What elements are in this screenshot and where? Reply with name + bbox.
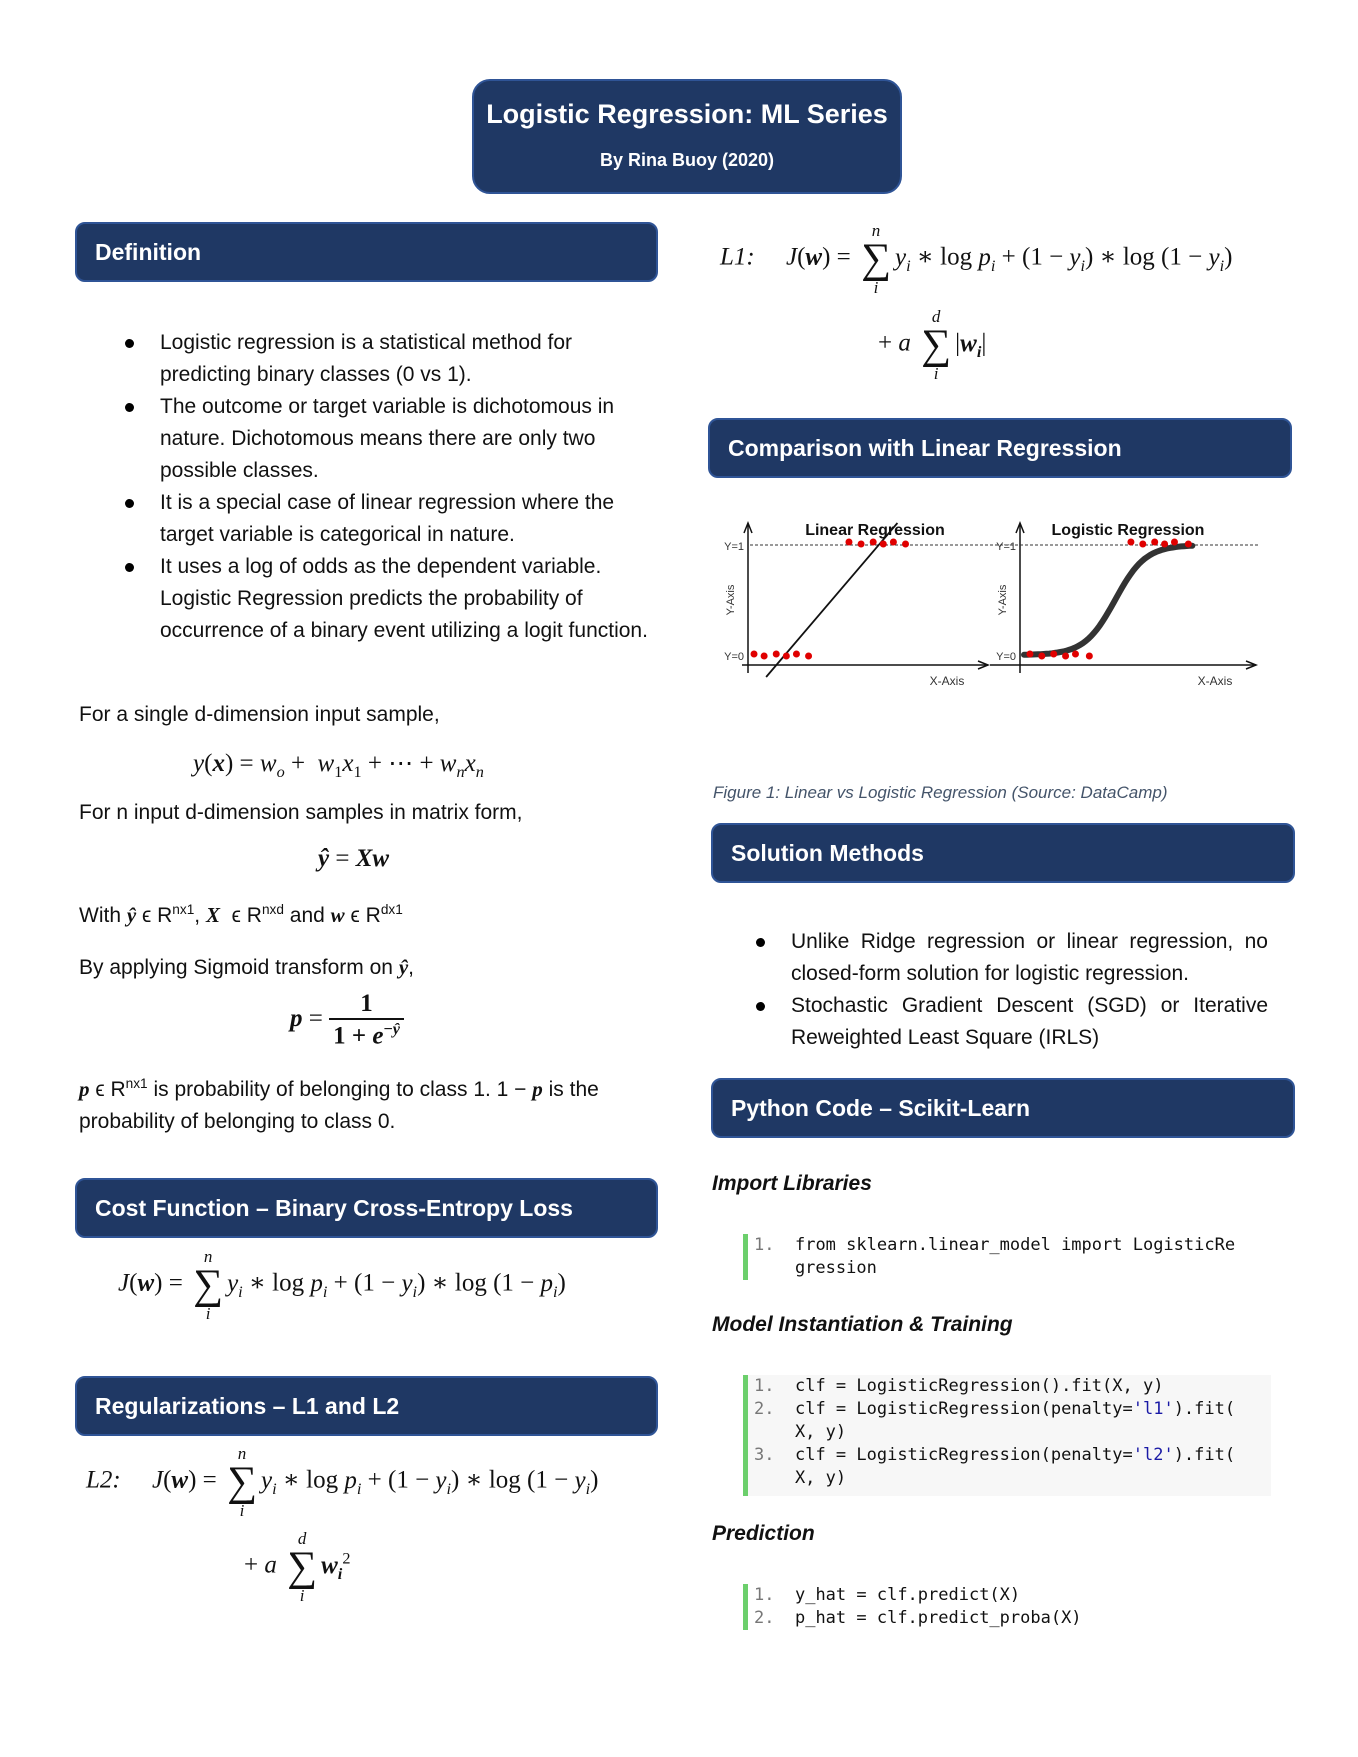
data-point-class-0: [1026, 651, 1033, 658]
list-item: It is a special case of linear regression where the target variable is categorical in nature.: [80, 487, 650, 551]
definition-list: [80, 327, 650, 647]
list-item: Stochastic Gradient Descent (SGD) or Iterative Reweighted Least Square (IRLS): [711, 990, 1268, 1054]
dimensions-text: With ŷ ϵ $R^{nx1}$, X ϵ $R^{nxd}$ and w ϵ $R^{dx1}$: [79, 902, 403, 927]
sigmoid-text: By applying Sigmoid transform on ŷ,: [79, 955, 415, 979]
y-tick-label: Y=0: [724, 651, 744, 663]
sup-dx1: dx1: [380, 902, 403, 917]
code-string: 'l1': [1132, 1399, 1174, 1419]
space-r: R: [157, 904, 173, 927]
prob-text-a: is probability of belonging to class 1. 1 −: [153, 1078, 527, 1101]
model-training-heading: Model Instantiation & Training: [712, 1313, 1013, 1336]
data-point-class-1: [1171, 539, 1178, 546]
author-line: By Rina Buoy (2020): [599, 150, 775, 170]
logistic-regression-chart: [990, 515, 1260, 755]
data-point-class-1: [845, 539, 852, 546]
list-item: The outcome or target variable is dichotomous in nature. Dichotomous means there are only two possible classes.: [80, 391, 650, 487]
section-title: Cost Function – Binary Cross-Entropy Loss: [95, 1194, 573, 1221]
data-point-class-1: [870, 539, 877, 546]
line-number: 1.: [754, 1235, 775, 1255]
x-axis-label: X-Axis: [1197, 674, 1233, 688]
data-point-class-0: [1072, 651, 1079, 658]
data-point-class-1: [858, 541, 865, 548]
data-point-class-0: [783, 653, 790, 660]
line-number: 2.: [754, 1399, 775, 1419]
matrix-equation: ŷ = Xw: [318, 845, 390, 872]
import-code-block: [743, 1234, 1263, 1280]
linear-regression-chart: [712, 515, 992, 755]
list-item: Logistic regression is a statistical method for predicting binary classes (0 vs 1).: [80, 327, 650, 391]
code-line: p_hat = clf.predict_proba(X): [794, 1608, 1082, 1628]
list-item: Unlike Ridge regression or linear regression, no closed-form solution for logistic regression.: [711, 926, 1268, 990]
section-header-cost-function: [75, 1178, 658, 1238]
section-header-comparison: [708, 418, 1292, 478]
code-line-cont: ).fit( X, y): [794, 1445, 1236, 1488]
data-point-class-1: [1161, 541, 1168, 548]
list-item: It uses a log of odds as the dependent variable. Logistic Regression predicts the probability of occurrence of a binary event utilizing a logit function.: [80, 551, 650, 647]
l1-penalty-term: + a d ∑ i $|w_i|$: [878, 307, 987, 383]
l1-equation: L1: J(w) = n ∑ i $y_i$ ∗ $\log p_i + (1 - y_i)$ ∗ $\log (1 - y_i)$: [720, 221, 1233, 297]
with-label: With: [79, 904, 121, 927]
data-point-class-0: [761, 653, 768, 660]
data-point-class-0: [1050, 651, 1057, 658]
line-number: 1.: [754, 1585, 775, 1605]
code-line: from sklearn.linear_model import LogisticRe gression: [794, 1235, 1236, 1278]
data-point-class-1: [902, 541, 909, 548]
data-point-class-1: [1139, 541, 1146, 548]
section-title: Python Code – Scikit-Learn: [731, 1094, 1031, 1121]
data-point-class-1: [1185, 541, 1192, 548]
data-point-class-0: [1038, 653, 1045, 660]
code-line: clf = LogisticRegression(penalty=: [794, 1399, 1133, 1419]
line-number: 2.: [754, 1608, 775, 1628]
data-point-class-0: [1086, 653, 1093, 660]
code-string: 'l2': [1132, 1445, 1174, 1465]
sigmoid-curve: [1024, 546, 1192, 655]
data-point-class-1: [1127, 539, 1134, 546]
section-header-regularizations: [75, 1376, 658, 1436]
sigmoid-equation: p = $\frac{1}{1 + e^{-ŷ}}$: [290, 990, 404, 1050]
y-tick-label: Y=1: [996, 541, 1016, 553]
single-sample-text: For a single d-dimension input sample,: [79, 703, 440, 726]
code-line-cont: ).fit( X, y): [794, 1399, 1236, 1442]
section-title: Solution Methods: [731, 839, 924, 866]
data-point-class-0: [805, 653, 812, 660]
data-point-class-0: [793, 651, 800, 658]
model-code-block: [743, 1375, 1271, 1496]
y-tick-label: Y=0: [996, 651, 1016, 663]
y-axis-label: Y-Axis: [997, 584, 1009, 616]
linear-model-equation: $y(x) = w_o + w_1x_1$ + ⋯ + $w_nx_n$: [193, 750, 484, 781]
line-number: 3.: [754, 1445, 775, 1465]
data-point-class-1: [890, 539, 897, 546]
code-line: clf = LogisticRegression(penalty=: [794, 1445, 1133, 1465]
data-point-class-0: [751, 651, 758, 658]
solution-list: [711, 926, 1268, 1054]
code-line: clf = LogisticRegression().fit(X, y): [794, 1376, 1164, 1396]
section-title: Definition: [95, 238, 202, 265]
data-point-class-0: [1062, 653, 1069, 660]
data-point-class-1: [1151, 539, 1158, 546]
l2-label: L2:: [86, 1466, 121, 1494]
probability-text: p ϵ $R^{nx1}$ is probability of belonging to class 1. 1 − p is the probability of belonging to class 0.: [79, 1076, 599, 1133]
and-label: and: [289, 904, 325, 927]
line-number: 1.: [754, 1376, 775, 1396]
chart-title: Linear Regression: [805, 522, 945, 539]
section-header-definition: [75, 222, 658, 282]
y-tick-label: Y=1: [724, 541, 744, 553]
section-header-solution-methods: [711, 823, 1295, 883]
import-libraries-heading: Import Libraries: [712, 1172, 872, 1195]
section-header-python-code: [711, 1078, 1295, 1138]
prediction-code-block: [743, 1584, 1263, 1630]
chart-title: Logistic Regression: [1051, 522, 1205, 539]
prob-text-b: is the probability of belonging to class 0.: [79, 1078, 599, 1133]
sigmoid-label: By applying Sigmoid transform on: [79, 956, 393, 979]
sup-nxd: nxd: [261, 902, 284, 917]
section-title: Regularizations – L1 and L2: [95, 1392, 400, 1419]
l2-equation: L2: J(w) = n ∑ i $y_i$ ∗ $\log p_i + (1 - y_i)$ ∗ $\log (1 - y_i)$: [86, 1444, 599, 1520]
y-axis-label: Y-Axis: [725, 584, 737, 616]
code-line: y_hat = clf.predict(X): [794, 1585, 1021, 1605]
section-title: Comparison with Linear Regression: [728, 434, 1122, 461]
figure-caption: Figure 1: Linear vs Logistic Regression (Source: DataCamp): [713, 783, 1168, 802]
page-title: Logistic Regression: ML Series: [486, 99, 888, 129]
x-axis-label: X-Axis: [929, 674, 965, 688]
matrix-text: For n input d-dimension samples in matrix form,: [79, 801, 523, 824]
data-point-class-0: [773, 651, 780, 658]
l2-penalty-term: + a d ∑ i $w_i^2$: [244, 1529, 351, 1605]
data-point-class-1: [880, 541, 887, 548]
prediction-heading: Prediction: [712, 1522, 815, 1545]
sup-nx1: nx1: [172, 902, 195, 917]
l1-label: L1:: [720, 243, 755, 271]
cost-equation: J(w) = n ∑ i $y_i$ ∗ $\log p_i + (1 - y_i)$ ∗ $\log (1 - p_i)$: [118, 1247, 566, 1323]
title-box: [472, 79, 902, 194]
